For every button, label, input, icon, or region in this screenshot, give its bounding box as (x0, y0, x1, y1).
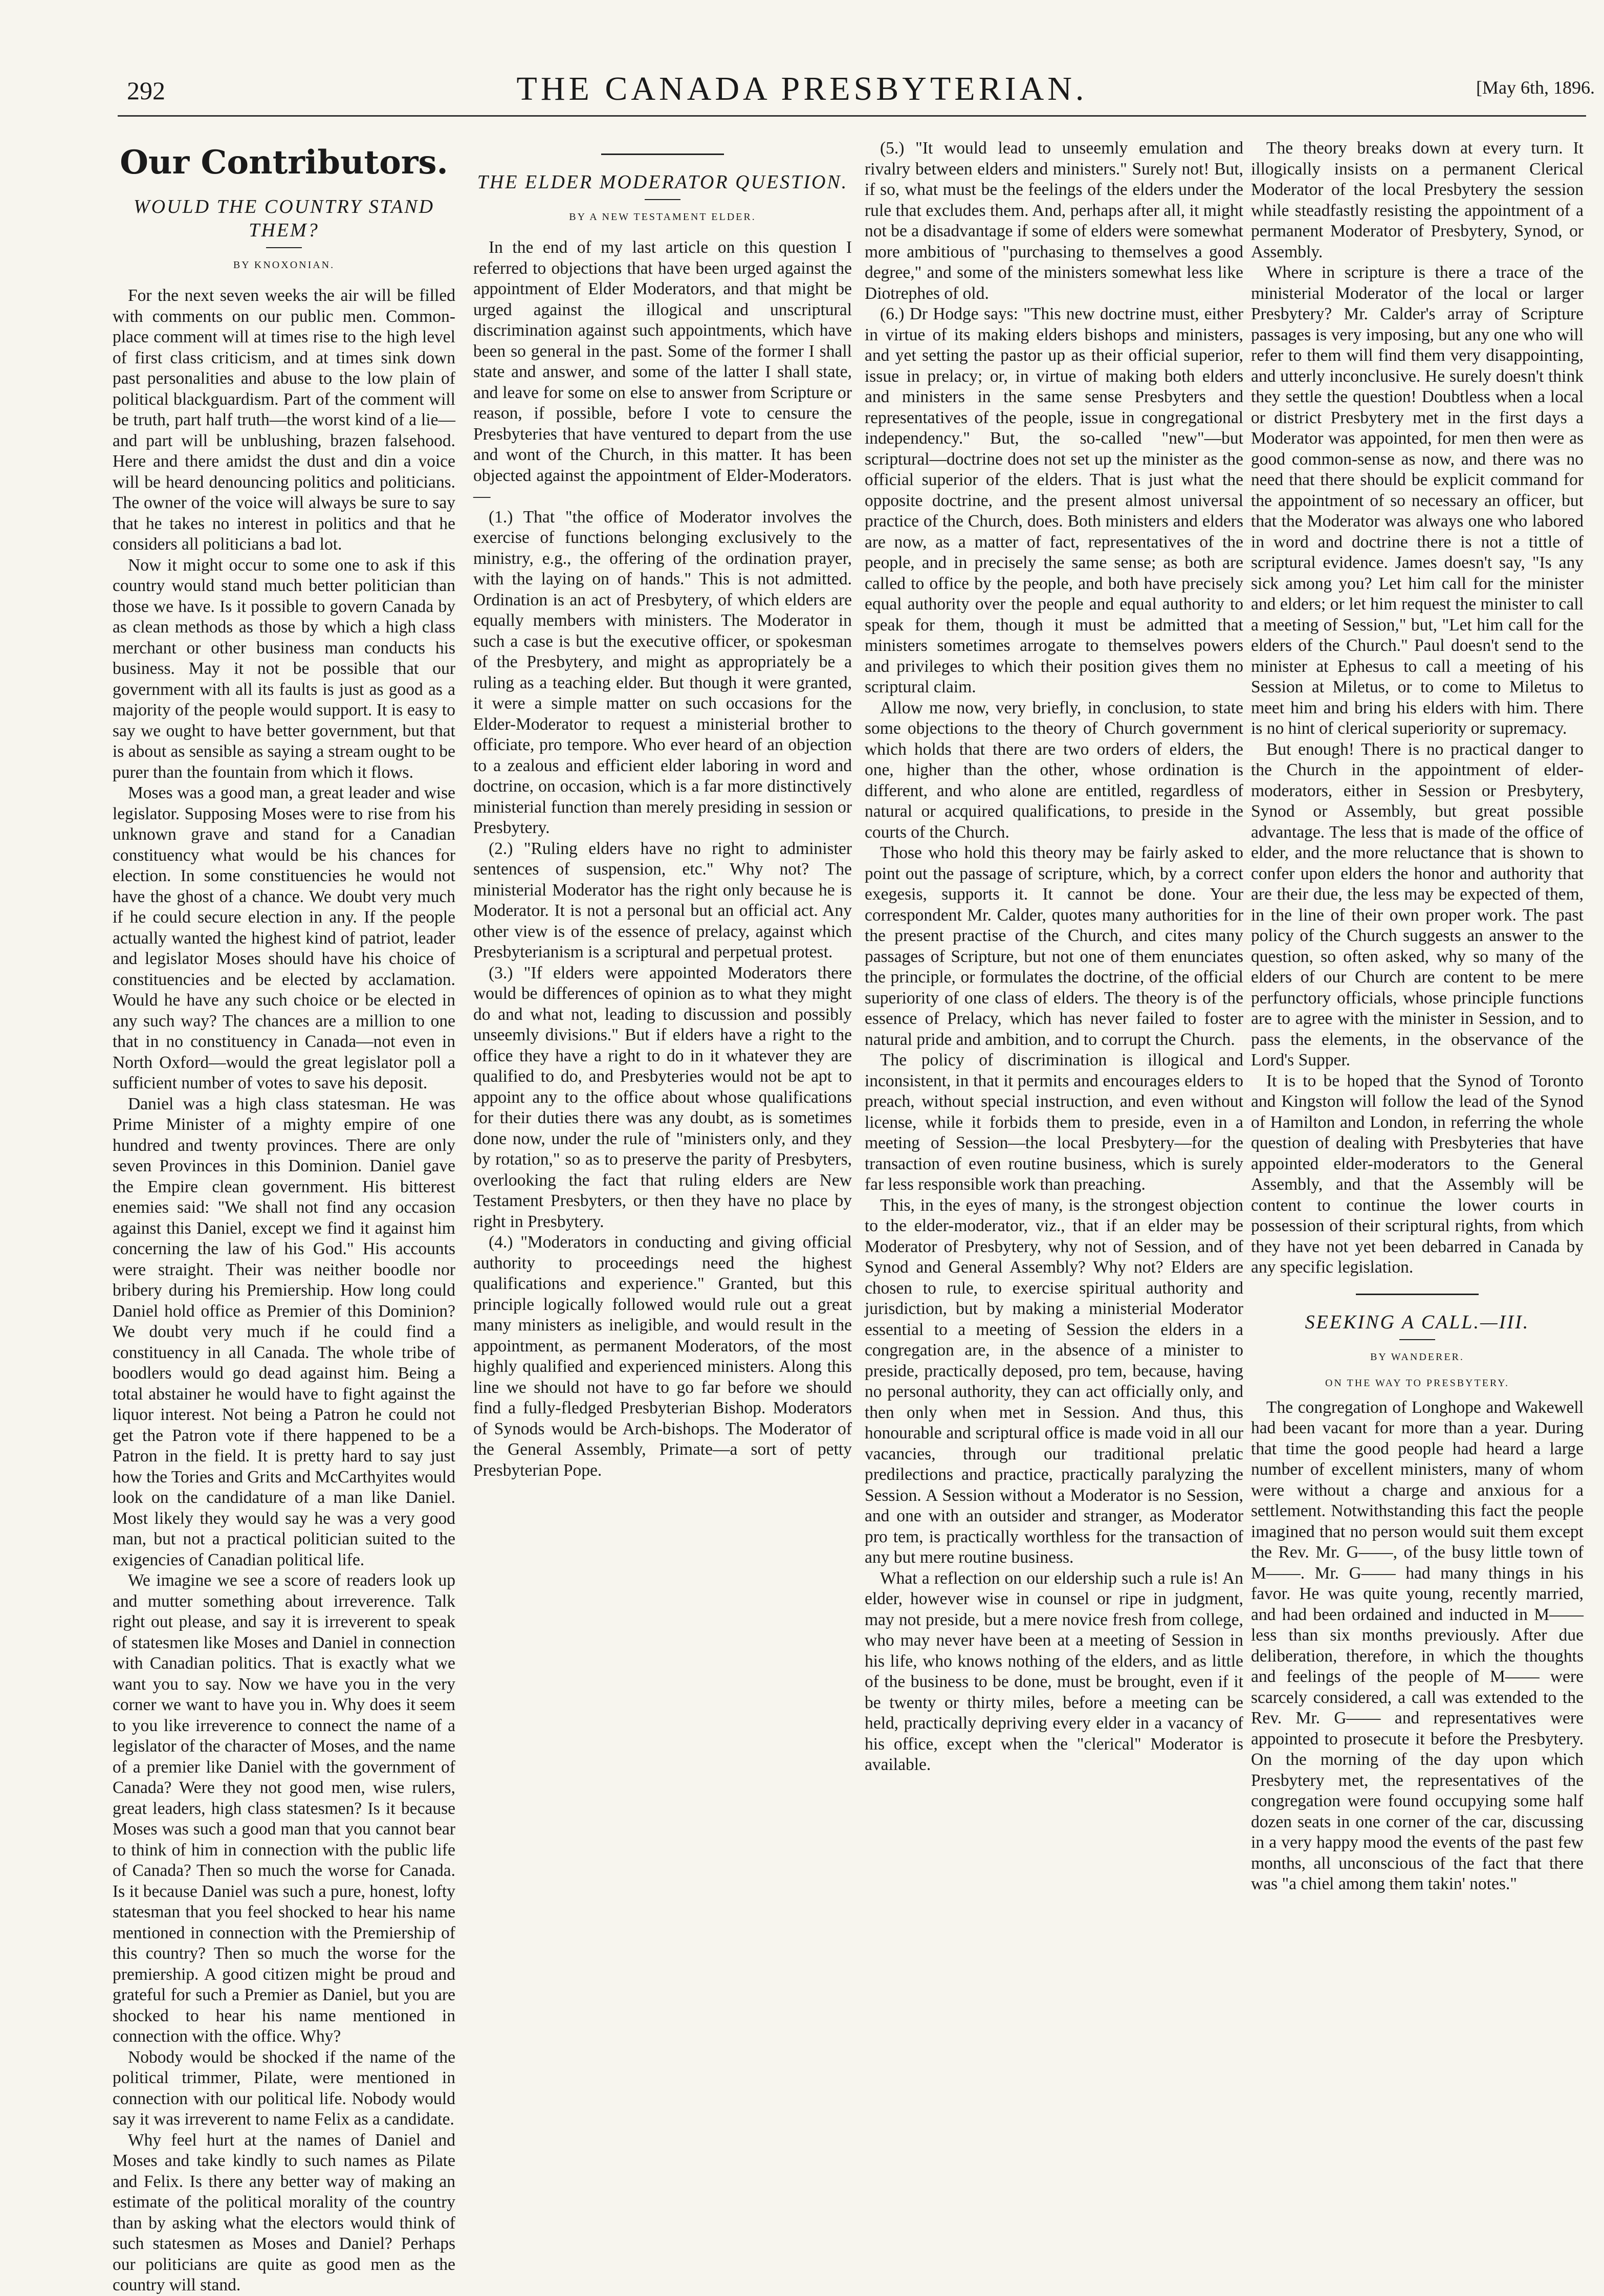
paragraph: This, in the eyes of many, is the strongest objection to the elder-moderator, viz., that if an elder may be Moderator of Presbytery, why not of Session, and of Synod and General Assembly? Why not? Elders are chosen to rule, to exercise spiritual authority and jurisdiction, but by making a ministerial Moderator essential to a meeting of Session the elders in a congregation are, in the absence of a minister to preside, practically deposed, pro tem, because, having no personal authority, they can act officially only, and then only when met in Session. And thus, this honourable and scriptural office is made void in all our vacancies, through our traditional prelatic predilections and practice, practically paralyzing the Session. A Session without a Moderator is no Session, and one with an outsider and stranger, as Moderator pro tem, is practically worthless for the transaction of any but mere routine business. (865, 1195, 1243, 1567)
paragraph: (2.) "Ruling elders have no right to administer sentences of suspension, etc." Why not? The ministerial Moderator has the right only because he is Moderator. It is not a personal but an official act. Any other view is of the essence of prelacy, against which Presbyterianism is a scriptural and perpetual protest. (473, 839, 852, 961)
paragraph: What a reflection on our eldership such a rule is! An elder, however wise in counsel or ripe in judgment, may not preside, but a mere novice fresh from college, who may never have been at a meeting of Session in his life, who knows nothing of the elders, and as little of the business to be done, must be brought, even if it be twenty or thirty miles, before a meeting can be held, practically depriving every elder in a vacancy of his office, except when the "clerical" Moderator is available. (865, 1568, 1243, 1774)
article-end-rule (1356, 1294, 1479, 1295)
title-rule (1399, 1339, 1435, 1340)
column-2 (473, 138, 852, 2251)
paragraph: But enough! There is no practical danger to the Church in the appointment of elder-moderators, either in Session or Presbytery, Synod or Assembly, but great possible advantage. The less that is made of the office of elder, and the more reluctance that is shown to confer upon elders the honor and authority that are their due, the less may be expected of them, in the line of their own proper work. The past policy of the Church suggests an answer to the question, so often asked, why so many of the elders of our Church are content to be mere perfunctory officials, whose principle functions are to agree with the minister in Session, and to pass the elements, in the observance of the Lord's Supper. (1251, 739, 1584, 1069)
column-4 (1251, 138, 1584, 2251)
column-1 (113, 138, 455, 2294)
article-subheading: ON THE WAY TO PRESBYTERY. (1325, 1377, 1510, 1389)
paragraph: Daniel was a high class statesman. He was Prime Minister of a mighty empire of one hundred and twenty provinces. There are only seven Provinces in this Dominion. Daniel gave the Empire clean government. His bitterest enemies said: "We shall not find any occasion against this Daniel, except we find it against him concerning the law of his God." His accounts were straight. Their was neither boodle nor bribery during his Premiership. How long could Daniel hold office as Premier of this Dominion? We doubt very much if he could find a constituency in all Canada. The whole tribe of boodlers would go dead against him. Being a total abstainer he would have to fight against the liquor interest. Not being a Patron he could not get the Patron vote if there happened to be a Patron in the field. It is pretty hard to say just how the Tories and Grits and McCarthyites would look on the candidature of a man like Daniel. Most likely they would say he was a very good man, but not a practical politician suited to the exigencies of Canadian political life. (113, 1094, 455, 1569)
column-3 (865, 138, 1243, 2251)
paragraph: Those who hold this theory may be fairly asked to point out the passage of scripture, which, by a correct exegesis, supports it. It cannot be done. Your correspondent Mr. Calder, quotes many authorities for the present practise of the Church, and cites many passages of Scripture, but not one of them enunciates the principle, or formulates the doctrine, of the official superiority of one class of elders. The theory is of the essence of Prelacy, which has never failed to foster natural pride and ambition, and to corrupt the Church. (865, 843, 1243, 1049)
paragraph: For the next seven weeks the air will be filled with comments on our public men. Common-place comment will at times rise to the high level of first class criticism, and at times sink down past personalities and abuse to the low plain of political blackguardism. Part of the comment will be truth, part half truth—the worst kind of a lie—and part will be unblushing, brazen falsehood. Here and there amidst the dust and din a voice will be heard denouncing politics and politicians. The owner of the voice will always be sure to say that he takes no interest in politics and that he considers all politicians a bad lot. (113, 286, 455, 554)
masthead (0, 0, 1604, 118)
header-rule (118, 115, 1586, 117)
paragraph: The policy of discrimination is illogical and inconsistent, in that it permits and encourages elders to preach, without special instruction, and even without license, while it forbids them to preside, even in a meeting of Session—the local Presbytery—for the transaction of even routine business, which is surely far less responsible work than preaching. (865, 1051, 1243, 1194)
paragraph: Where in scripture is there a trace of the ministerial Moderator of the local or larger Presbytery? Mr. Calder's array of Scripture passages is very imposing, but any one who will refer to them will find them very disappointing, and utterly inconclusive. He surely doesn't think they settle the question! Doubtless when a local or district Presbytery met in the first days a Moderator was appointed, for men then were as good common-sense as now, and there was no need that there should be explicit command for the appointment of so necessary an officer, but that the Moderator was always one who labored in word and doctrine there is not a tittle of scriptural evidence. James doesn't say, "Is any sick among you? Let him call for the minister and elders; or let him request the minister to call a meeting of Session," but, "Let him call for the elders of the Church." Paul doesn't send to the minister at Ephesus to call a meeting of his Session at Miletus, or to come to Miletus to meet him and bring his elders with him. There is no hint of clerical superiority or supremacy. (1251, 263, 1584, 738)
paragraph: (6.) Dr Hodge says: "This new doctrine must, either in virtue of its making elders bishops and ministers, and yet setting the pastor up as their official superior, issue in prelacy; or, in virtue of making both elders and ministers in the same sense Presbyters and representatives of the people, issue in congregational independency." But, the so-called "new"—but scriptural—doctrine does not set up the minister as the official superior of the elders. That is just what the opposite doctrine, and the present almost universal practice of the Church, does. Both ministers and elders are now, as a matter of fact, representatives of the people, and in precisely the same sense; as both are called to office by the people, and both have precisely equal authority over the people and equal authority to speak for them, though it must be admitted that ministers sometimes arrogate to themselves powers and privileges to which their position gives them no scriptural claim. (865, 304, 1243, 696)
title-rule (645, 199, 680, 200)
article-title: WOULD THE COUNTRY STAND THEM? (133, 196, 435, 241)
paragraph: The congregation of Longhope and Wakewell had been vacant for more than a year. During that time the good people had heard a large number of excellent ministers, many of whom were without a charge and anxious for a settlement. Notwithstanding this fact the people imagined that no person would suit them except the Rev. Mr. G——, of the busy little town of M——. Mr. G—— had many things in his favor. He was quite young, recently married, and had been ordained and inducted in M—— less than six months previously. After due deliberation, therefore, in which the thoughts and feelings of the people of M—— were scarcely considered, a call was extended to the Rev. Mr. G—— and representatives were appointed to prosecute it before the Presbytery. On the morning of the day upon which Presbytery met, the representatives of the congregation were found occupying some half dozen seats in one corner of the car, discussing in a very happy mood the events of the past few months, all unconscious of the fact that there was "a chiel among them takin' notes." (1251, 1397, 1584, 1893)
title-rule (266, 247, 302, 248)
paragraph: Allow me now, very briefly, in conclusion, to state some objections to the theory of Church government which holds that there are two orders of elders, the one, higher than the other, whose ordination is different, and who alone are entitled, regardless of natural or acquired qualifications, to preside in the courts of the Church. (865, 698, 1243, 842)
paragraph: In the end of my last article on this question I referred to objections that have been urged against the appointment of Elder Moderators, and that might be urged against the illogical and unscriptural discrimination against such appointments, which have been so general in the past. Some of the former I shall state and answer, and some of the latter I shall state, and leave for some on else to answer from Scripture or reason, if possible, before I vote to censure the Presbyteries that have ventured to depart from the use and wont of the Church, in this matter. It has been objected against the appointment of Elder-Moderators.— (473, 238, 852, 506)
publication-title: THE CANADA PRESBYTERIAN. (516, 70, 1088, 107)
paragraph: Now it might occur to some one to ask if this country would stand much better politician than those we have. Is it possible to govern Canada by as clean methods as those by which a high class merchant or other business man conducts his business. May it not be possible that our government with all its faults is just as good as a majority of the people would support. It is easy to say we ought to have better government, but that is about as sensible as saying a stream ought to be purer than the fountain from which it flows. (113, 555, 455, 782)
article-country-stand (113, 195, 455, 2296)
article-byline: BY WANDERER. (1370, 1351, 1464, 1363)
paragraph: (1.) That "the office of Moderator involves the exercise of functions belonging exclusively to the ministry, e.g., the offering of the ordination prayer, with the laying on of hands." This is not admitted. Ordination is an act of Presbytery, of which elders are equally members with ministers. The Moderator in such a case is but the executive officer, or spokesman of the Presbytery, and might as appropriately be a ruling as a teaching elder. But though it were granted, it were a simple matter on such occasions for the Elder-Moderator to request a ministerial brother to officiate, pro tempore. Who ever heard of an objection to a zealous and efficient elder laboring in word and doctrine, on occasion, which is a far more distinctively ministerial function than merely presiding in session or Presbytery. (473, 507, 852, 837)
article-elder-moderator (473, 170, 852, 1481)
article-byline: BY A NEW TESTAMENT ELDER. (569, 211, 756, 223)
paragraph: It is to be hoped that the Synod of Toronto and Kingston will follow the lead of the Synod of Hamilton and London, in referring the whole question of dealing with Presbyteries that have appointed elder-moderators to the General Assembly, and that the Assembly will be content to continue the lower courts in possession of their scriptural rights, from which they have not yet been debarred in Canada by any specific legislation. (1251, 1071, 1584, 1277)
paragraph: (5.) "It would lead to unseemly emulation and rivalry between elders and ministers." Surely not! But, if so, what must be the feelings of the elders under the rule that excludes them. And, perhaps after all, it might not be a disadvantage if some of elders were somewhat more ambitious of "purchasing to themselves a good degree," and some of the ministers somewhat less like Diotrephes of old. (865, 139, 1243, 303)
article-end-rule (601, 154, 724, 155)
article-byline: BY KNOXONIAN. (233, 259, 335, 271)
page-number: 292 (127, 76, 165, 105)
paragraph: Why feel hurt at the names of Daniel and Moses and take kindly to such names as Pilate and Felix. Is there any better way of making an estimate of the political morality of the country than by asking what the electors would think of such statesmen as Moses and Daniel? Perhaps our politicians are quite as good men as the country will stand. (113, 2130, 455, 2294)
paragraph: (4.) "Moderators in conducting and giving official authority to proceedings need the highest qualifications and experience." Granted, but this principle logically followed would rule out a great many ministers as ineligible, and would result in the appointment, as permanent Moderators, of the most highly qualified and experienced ministers. Along this line we should not have to go far before we should find a fully-fledged Presbyterian Bishop. Moderators of Synods would be Arch-bishops. The Moderator of the General Assembly, Primate—a sort of petty Presbyterian Pope. (473, 1233, 852, 1480)
paragraph: Moses was a good man, a great leader and wise legislator. Supposing Moses were to rise from his unknown grave and stand for a Canadian constituency what would be his chances for election. In some constituencies he would not have the ghost of a chance. We doubt very much if he could secure election in any. If the people actually wanted the highest kind of patriot, leader and legislator Moses should have his choice of constituencies and be elected by acclamation. Would he have any such choice or be elected in any such way? The chances are a million to one that in no constituency in Canada—not even in North Oxford—would the great legislator poll a sufficient number of votes to save his deposit. (113, 783, 455, 1092)
paragraph: The theory breaks down at every turn. It illogically insists on a permanent Clerical Moderator of the local Presbytery the session while steadfastly resisting the appointment of a permanent Moderator of Presbytery, Synod, or Assembly. (1251, 139, 1584, 261)
paragraph: (3.) "If elders were appointed Moderators there would be differences of opinion as to what they might do and what not, leading to discussion and possibly unseemly divisions." But if elders have a right to the office they have a right to do in it whatever they are qualified to do, and Presbyteries would not be apt to appoint any to the office about whose qualifications for their duties there was any doubt, as is sometimes done now, under the rule of "ministers only, and they by rotation," so as to preserve the parity of Presbyters, overlooking the fact that ruling elders are New Testament Presbyters, or then they have no place by right in Presbytery. (473, 963, 852, 1231)
article-title: SEEKING A CALL.—III. (1305, 1311, 1530, 1333)
section-heading: Our Contributors. (120, 143, 448, 182)
paragraph: We imagine we see a score of readers look up and mutter something about irreverence. Talk right out please, and say it is irreverent to speak of statesmen like Moses and Daniel in connection with Canadian politics. That is exactly what we want you to say. Now we have you in the very corner we want to have you in. Why does it seem to you like irreverence to connect the name of a legislator of the character of Moses, and the name of a premier like Daniel with the government of Canada? Were they not good men, wise rulers, great leaders, high class statesmen? Is it because Moses was such a good man that you cannot bear to think of him in connection with the public life of Canada? Then so much the worse for Canada. Is it because Daniel was such a pure, honest, lofty statesman that you feel shocked to hear his name mentioned in connection with the Premiership of this country? Then so much the worse for the premiership. A good citizen might be proud and grateful for such a Premier as Daniel, but you are shocked to hear his name mentioned in connection with the office. Why? (113, 1571, 455, 2046)
issue-date: [May 6th, 1896. (1476, 77, 1595, 98)
article-seeking-call (1251, 1310, 1584, 1895)
paragraph: Nobody would be shocked if the name of the political trimmer, Pilate, were mentioned in connection with our political life. Nobody would say it was irreverent to name Felix as a candidate. (113, 2047, 455, 2129)
article-title: THE ELDER MODERATOR QUESTION. (477, 171, 848, 193)
